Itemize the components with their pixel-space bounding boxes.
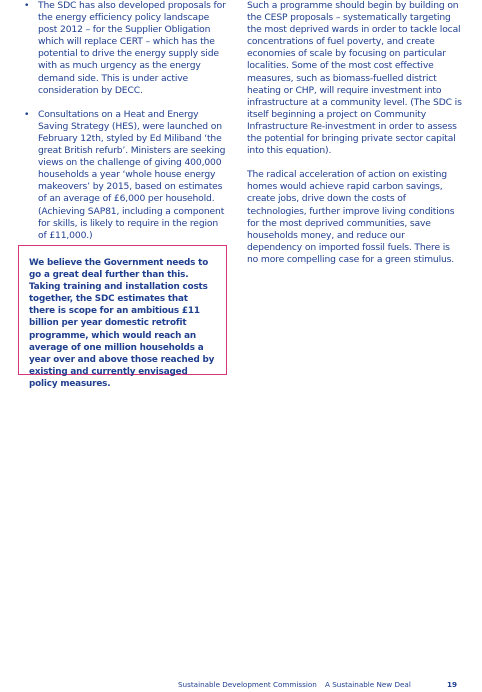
page-footer (0, 680, 482, 692)
bullet-item-hes-consultation (24, 109, 229, 242)
page-number: 19 (447, 680, 458, 689)
bullet-item-supplier-obligation (24, 0, 229, 97)
footer-publication-title: A Sustainable New Deal (325, 680, 411, 689)
paragraph-programme: Such a programme should begin by building on the CESP proposals – systematically targeting the most deprived wards in order to tackle local concentrations of fuel poverty, and create economies of scale by focusing on particular localities. Some of the most cost effective measures, such as biomass-fuelled district heating or CHP, will require investment into infrastructure at a community level. (The SDC is itself beginning a project on Community Infrastructure Re-investment in order to assess the potential for bringing private sector capital into this equation). (247, 0, 462, 157)
paragraph-green-stimulus: The radical acceleration of action on existing homes would achieve rapid carbon savings, create jobs, drive down the costs of technologies, further improve living conditions for the most deprived communities, save households money, and reduce our dependency on imported fossil fuels. There is no more compelling case for a green stimulus. (247, 169, 455, 265)
right-column (247, 0, 462, 266)
callout-box (18, 245, 227, 389)
bullet-text: Consultations on a Heat and Energy Saving Strategy (HES), were launched on February 12th, styled by Ed Miliband ‘the great British refurb’. Ministers are seeking views on the challenge of giving 400,000 households a year ‘whole house energy makeovers’ by 2015, based on estimates of an average of £6,000 per household. (Achieving SAP81, including a component for skills, is likely to require in the region of £11,000.) (38, 108, 226, 241)
bullet-marker: • (24, 0, 30, 11)
bullet-text: The SDC has also developed proposals for the energy efficiency policy landscape post 2012 – for the Supplier Obligation which will replace CERT – which has the potential to drive the energy supply side with as much urgency as the energy demand side. This is under active consideration by DECC. (38, 0, 226, 96)
left-column (24, 0, 229, 242)
bullet-marker: • (24, 108, 30, 120)
footer-organisation: Sustainable Development Commission (178, 680, 317, 689)
callout-text: We believe the Government needs to go a great deal further than this. Taking training and installation costs together, the SDC estimates that there is scope for an ambitious £11 billion per year domestic retrofit programme, which would reach an average of one million households a year over and above those reached by existing and currently envisaged policy measures. (29, 258, 215, 389)
